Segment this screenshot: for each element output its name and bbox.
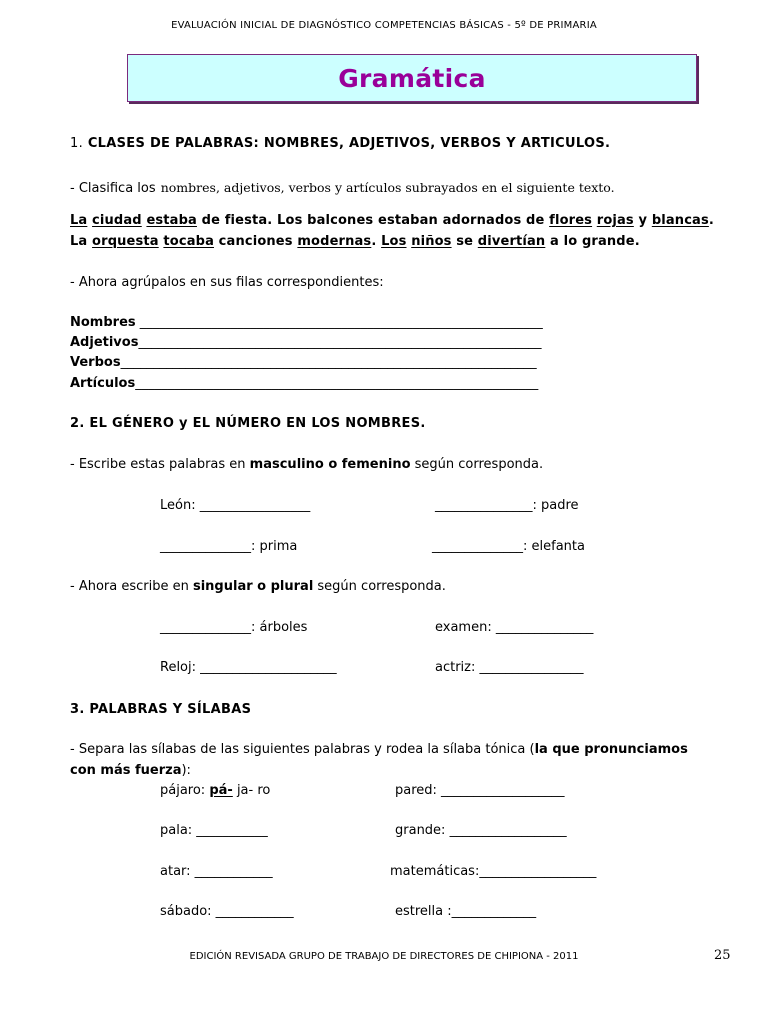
row-label: Adjetivos	[70, 335, 139, 350]
row-articulos	[70, 376, 538, 391]
sample-text-fragment: .	[708, 213, 714, 228]
page-number: 25	[714, 948, 731, 963]
underlined-word: ciudad	[92, 213, 142, 228]
row-label: Verbos	[70, 355, 121, 370]
row-blank[interactable]: ______________________________________________________________	[135, 376, 539, 391]
row-label: Artículos	[70, 376, 136, 391]
instruction-key: la que pronunciamos	[534, 742, 688, 757]
page-title: Gramática	[338, 64, 486, 93]
instruction-lead: - Ahora escribe en	[70, 579, 193, 594]
sample-text-line-2	[70, 234, 640, 249]
sample-text-fragment: La	[70, 234, 93, 249]
exercise-atar[interactable]: atar: ____________	[160, 864, 273, 879]
instruction-key: masculino o femenino	[249, 457, 411, 472]
sample-text-fragment: se	[451, 234, 478, 249]
underlined-word: tocaba	[163, 234, 214, 249]
instruction-tail: según corresponda.	[410, 457, 544, 472]
section-3-instruction-line-2	[70, 763, 191, 778]
instruction-lead: - Escribe estas palabras en	[70, 457, 250, 472]
exercise-examen[interactable]: examen: _______________	[435, 620, 594, 635]
section-3-instruction-line-1	[70, 742, 688, 757]
sample-text-fragment: y	[633, 213, 652, 228]
sample-text-fragment: .	[371, 234, 382, 249]
group-instruction: - Ahora agrúpalos en sus filas correspondientes:	[70, 275, 384, 290]
underlined-word: estaba	[146, 213, 197, 228]
example-pajaro	[160, 783, 270, 798]
underlined-word: rojas	[596, 213, 634, 228]
instruction-tail: ):	[181, 763, 191, 778]
example-label: pájaro:	[160, 783, 210, 798]
section-1-title: CLASES DE PALABRAS: NOMBRES, ADJETIVOS, VERBOS Y ARTICULOS	[87, 136, 606, 151]
row-blank[interactable]: ________________________________________________________________	[120, 355, 537, 370]
row-blank[interactable]: ______________________________________________________________	[135, 315, 543, 330]
sample-text-line-1	[70, 213, 714, 228]
example-rest: ja- ro	[232, 783, 271, 798]
instruction-lead: - Separa las sílabas de las siguientes palabras y rodea la sílaba tónica (	[70, 742, 535, 757]
exercise-prima[interactable]: ______________: prima	[160, 539, 298, 554]
underlined-word: divertían	[477, 234, 546, 249]
underlined-word: La	[70, 213, 88, 228]
exercise-grande[interactable]: grande: __________________	[395, 823, 567, 838]
exercise-leon[interactable]: León: _________________	[160, 498, 311, 513]
row-label: Nombres	[70, 315, 136, 330]
section-2-instruction-2	[70, 579, 446, 594]
underlined-word: orquesta	[92, 234, 159, 249]
exercise-sabado[interactable]: sábado: ____________	[160, 904, 294, 919]
section-3-heading: 3. PALABRAS Y SÍLABAS	[70, 702, 252, 717]
example-tonic-syllable: pá-	[209, 783, 233, 798]
exercise-padre[interactable]: _______________: padre	[435, 498, 579, 513]
section-2-heading: 2. EL GÉNERO y EL NÚMERO EN LOS NOMBRES.	[70, 416, 426, 431]
page-header: EVALUACIÓN INICIAL DE DIAGNÓSTICO COMPETENCIAS BÁSICAS - 5º DE PRIMARIA	[171, 20, 597, 31]
sample-text-fragment: a lo grande.	[545, 234, 640, 249]
exercise-elefanta[interactable]: ______________: elefanta	[432, 539, 585, 554]
underlined-word: niños	[411, 234, 452, 249]
underlined-word: Los	[381, 234, 407, 249]
exercise-pared[interactable]: pared: ___________________	[395, 783, 565, 798]
row-nombres	[70, 315, 543, 330]
underlined-word: blancas	[651, 213, 709, 228]
exercise-matematicas[interactable]: matemáticas:__________________	[390, 864, 597, 879]
exercise-arboles[interactable]: ______________: árboles	[160, 620, 308, 635]
row-adjetivos	[70, 335, 541, 350]
exercise-pala[interactable]: pala: ___________	[160, 823, 268, 838]
section-1-title-end: .	[605, 136, 611, 151]
title-banner	[127, 54, 697, 102]
exercise-reloj[interactable]: Reloj: _____________________	[160, 660, 337, 675]
underlined-word: modernas	[297, 234, 372, 249]
row-blank[interactable]: ______________________________________________________________	[138, 335, 542, 350]
section-1-number: 1.	[70, 136, 84, 151]
sample-text-fragment: canciones	[214, 234, 298, 249]
exercise-actriz[interactable]: actriz: ________________	[435, 660, 584, 675]
section-1-instruction	[70, 177, 615, 196]
instruction-tail: según corresponda.	[313, 579, 446, 594]
row-verbos	[70, 355, 537, 370]
instruction-lead: - Clasifica los	[70, 181, 156, 196]
section-1-heading	[70, 136, 610, 151]
instruction-key: singular o plural	[192, 579, 314, 594]
instruction-rest: nombres, adjetivos, verbos y artículos subrayados en el siguiente texto.	[160, 180, 615, 195]
exercise-estrella[interactable]: estrella :_____________	[395, 904, 537, 919]
page-footer: EDICIÓN REVISADA GRUPO DE TRABAJO DE DIRECTORES DE CHIPIONA - 2011	[189, 951, 579, 962]
instruction-key-2: con más fuerza	[70, 763, 182, 778]
underlined-word: flores	[549, 213, 593, 228]
sample-text-fragment: de fiesta. Los balcones estaban adornados de	[196, 213, 550, 228]
section-2-instruction	[70, 457, 543, 472]
